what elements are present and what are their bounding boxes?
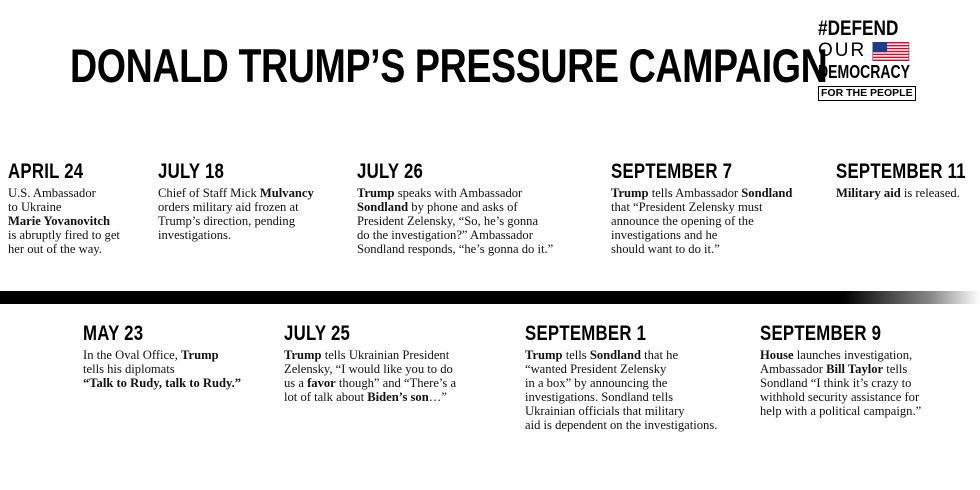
event-description [158, 186, 314, 242]
logo-tagline: FOR THE PEOPLE [818, 86, 916, 101]
event-description [525, 348, 717, 432]
event-description [357, 186, 553, 256]
event-text-bold: Mulvancy [259, 186, 314, 200]
event-text-bold: favor [307, 376, 336, 390]
logo-hashtag: #DEFEND [818, 17, 899, 40]
event-text-bold: Sondland [741, 186, 793, 200]
event-text: tells [562, 348, 590, 362]
event-text: launches investigation, Ambassador [760, 348, 913, 376]
event-date: SEPTEMBER 11 [836, 160, 966, 183]
event-text: though” and “There’s a lot of talk about [284, 376, 457, 404]
event-date: SEPTEMBER 1 [525, 322, 647, 345]
event-text: U.S. Ambassador to Ukraine [8, 186, 96, 214]
event-description [83, 348, 241, 390]
timeline-event-april-24 [8, 160, 120, 256]
event-text-bold: Marie Yovanovitch [8, 214, 111, 228]
event-text-bold: “Talk to Rudy, talk to Rudy.” [83, 376, 242, 390]
event-text: Chief of Staff Mick [158, 186, 260, 200]
event-text: In the Oval Office, [83, 348, 182, 362]
timeline-event-september-7 [611, 160, 792, 256]
event-text-bold: Sondland [357, 200, 409, 214]
event-date: JULY 25 [284, 322, 351, 345]
event-date: JULY 26 [357, 160, 424, 183]
timeline-event-may-23 [83, 322, 241, 390]
event-text: orders military aid frozen at Trump’s direction, pending investigations. [158, 200, 299, 242]
event-text-bold: House [760, 348, 794, 362]
event-text: tells Ukrainian President Zelensky, “I would like you to do us a [284, 348, 453, 390]
event-text: tells Ambassador [648, 186, 742, 200]
timeline-event-september-1 [525, 322, 717, 432]
event-text-bold: Military aid [836, 186, 901, 200]
event-text: tells Sondland “I think it’s crazy to withhold security assistance for help with a political campaign.” [760, 362, 922, 418]
event-text-bold: Bill Taylor [826, 362, 884, 376]
logo-democracy: DEMOCRACY [818, 62, 911, 82]
event-text: that “President Zelensky must announce the opening of the investigations and he should want to do it.” [611, 200, 763, 256]
timeline-event-september-9 [760, 322, 921, 418]
timeline-event-july-25 [284, 322, 456, 404]
event-text-bold: Sondland [589, 348, 641, 362]
event-text-bold: Biden’s son [367, 390, 429, 404]
event-text: is released. [900, 186, 960, 200]
event-text: …” [428, 390, 447, 404]
event-text: that he “wanted President Zelensky in a box” by announcing the investigations. Sondland tells Ukrainian officials that military aid is dependent on the investigations. [525, 348, 718, 432]
defend-our-democracy-logo [818, 17, 913, 101]
timeline-event-september-11 [836, 160, 980, 200]
event-date: JULY 18 [158, 160, 225, 183]
event-text: speaks with Ambassador [397, 186, 523, 200]
event-text-bold: Trump [181, 348, 219, 362]
logo-our: OUR [818, 40, 867, 61]
event-description [760, 348, 921, 418]
event-text: is abruptly fired to get her out of the way. [8, 228, 120, 256]
event-text: tells his diplomats [83, 362, 175, 376]
us-flag-icon [872, 42, 910, 61]
timeline-bar [0, 291, 980, 304]
event-description [611, 186, 792, 256]
event-date: SEPTEMBER 9 [760, 322, 882, 345]
event-description [836, 186, 980, 200]
event-text-bold: Trump [284, 348, 322, 362]
event-text-bold: Trump [357, 186, 395, 200]
event-date: SEPTEMBER 7 [611, 160, 733, 183]
event-text: by phone and asks of President Zelensky, “So, he’s gonna do the investigation?” Ambassador Sondland responds, “he’s gonna do it.” [357, 200, 554, 256]
event-date: MAY 23 [83, 322, 144, 345]
page-title: DONALD TRUMP’S PRESSURE CAMPAIGN [70, 39, 828, 92]
timeline-event-july-26 [357, 160, 553, 256]
event-text-bold: Trump [611, 186, 649, 200]
event-description [284, 348, 456, 404]
event-text-bold: Trump [525, 348, 563, 362]
timeline-event-july-18 [158, 160, 314, 242]
event-date: APRIL 24 [8, 160, 84, 183]
event-description [8, 186, 120, 256]
